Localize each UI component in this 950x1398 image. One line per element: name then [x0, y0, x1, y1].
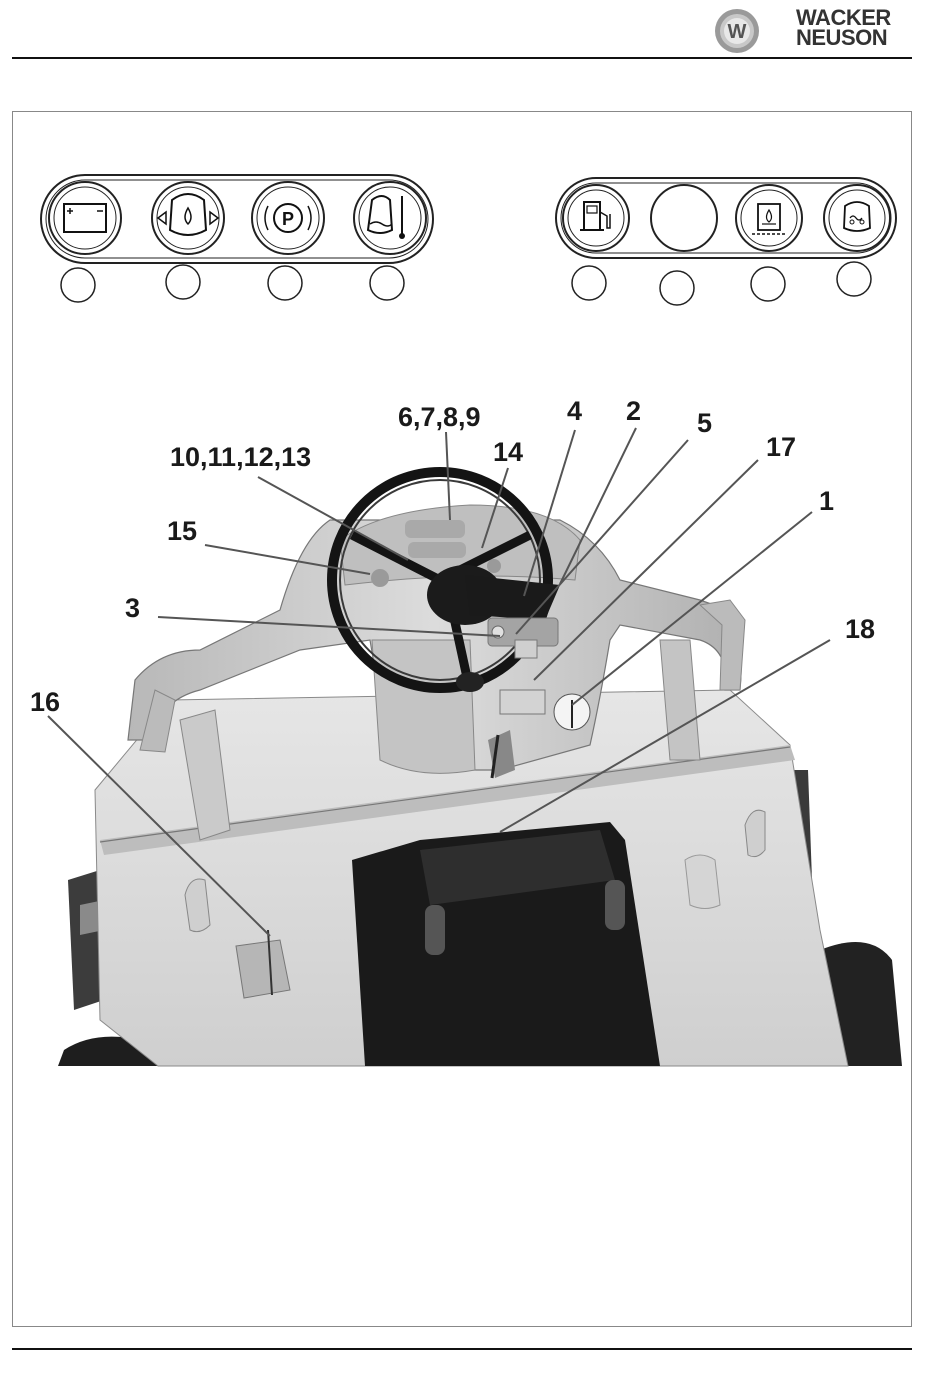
- callout-1: 1: [819, 486, 835, 516]
- callout-3: 3: [125, 593, 141, 623]
- callout-10-13: 10,11,12,13: [170, 442, 312, 472]
- reference-circles: [61, 262, 871, 305]
- glow-plug-icon: [824, 185, 890, 251]
- callout-17: 17: [766, 432, 797, 462]
- callout-2: 2: [626, 396, 642, 426]
- brand-line1: WACKER: [796, 5, 891, 30]
- left-indicator-panel: [41, 175, 433, 263]
- callout-18: 18: [845, 614, 876, 644]
- callout-15: 15: [167, 516, 198, 546]
- footer-divider: [12, 1348, 912, 1350]
- coolant-temperature-icon: [354, 182, 426, 254]
- parking-brake-icon: [252, 182, 324, 254]
- callout-16: 16: [30, 687, 61, 717]
- fuel-icon: [563, 185, 629, 251]
- callout-5: 5: [697, 408, 713, 438]
- battery-icon: [49, 182, 121, 254]
- callout-14: 14: [493, 437, 524, 467]
- blank-indicator: [651, 185, 717, 251]
- machine-illustration: [58, 472, 902, 1066]
- right-indicator-panel: [556, 178, 896, 258]
- callout-6-9: 6,7,8,9: [398, 402, 481, 432]
- svg-text:W: W: [727, 21, 747, 43]
- callout-4: 4: [567, 396, 583, 426]
- oil-pressure-icon: [152, 182, 224, 254]
- hydraulic-filter-icon: [736, 185, 802, 251]
- brand-line2: NEUSON: [796, 25, 888, 50]
- parking-symbol: P: [281, 209, 295, 229]
